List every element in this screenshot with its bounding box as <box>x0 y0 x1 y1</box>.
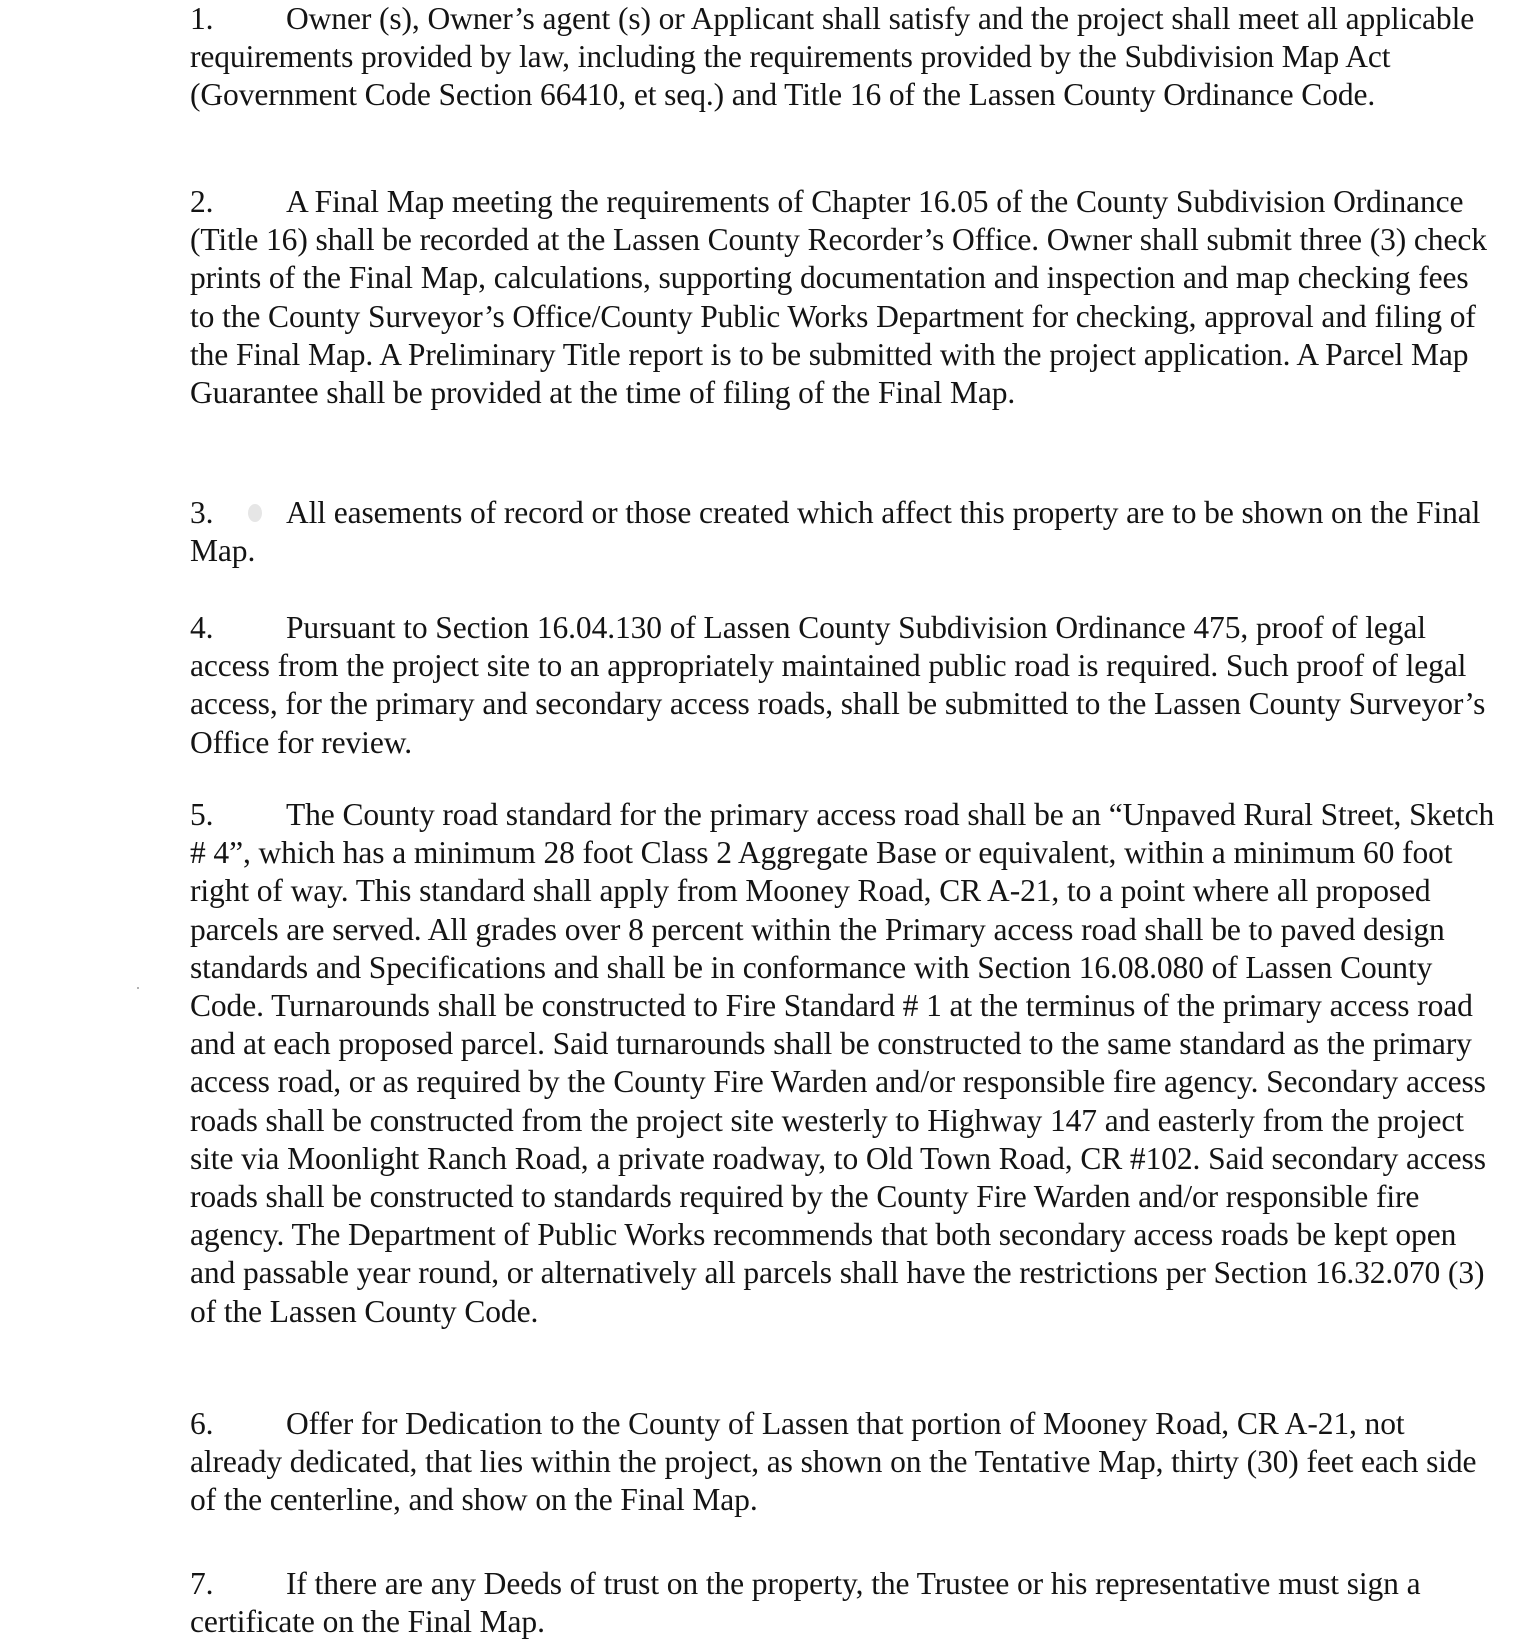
condition-number: 3. <box>190 495 214 530</box>
condition-number: 7. <box>190 1566 214 1601</box>
condition-1 <box>190 0 1500 115</box>
condition-text: All easements of record or those created which affect this property are to be shown on the Final Map. <box>190 495 1481 569</box>
condition-4 <box>190 609 1500 762</box>
condition-3 <box>190 494 1500 570</box>
scan-speck <box>248 504 262 522</box>
condition-number: 2. <box>190 184 214 219</box>
condition-number: 4. <box>190 610 214 645</box>
condition-6 <box>190 1405 1500 1520</box>
condition-number: 1. <box>190 1 214 36</box>
condition-number: 5. <box>190 797 214 832</box>
condition-text: The County road standard for the primary access road shall be an “Unpaved Rural Street, Sketch # 4”, which has a minimum 28 foot Class 2 Aggregate Base or equivalent, within a minimum 60 foot right of way. This standard shall apply from Mooney Road, CR A-21, to a point where all proposed parcels are served. All grades over 8 percent within the Primary access road shall be to paved design standards and Specifications and shall be in conformance with Section 16.08.080 of Lassen County Code. Turnarounds shall be constructed to Fire Standard # 1 at the terminus of the primary access road and at each proposed parcel. Said turnarounds shall be constructed to the same standard as the primary access road, or as required by the County Fire Warden and/or responsible fire agency. Secondary access roads shall be constructed from the project site westerly to Highway 147 and easterly from the project site via Moonlight Ranch Road, a private roadway, to Old Town Road, CR #102. Said secondary access roads shall be constructed to standards required by the County Fire Warden and/or responsible fire agency. The Department of Public Works recommends that both secondary access roads be kept open and passable year round, or alternatively all parcels shall have the restrictions per Section 16.32.070 (3) of the Lassen County Code. <box>190 797 1495 1329</box>
condition-text: Offer for Dedication to the County of Lassen that portion of Mooney Road, CR A-21, not already dedicated, that lies within the project, as shown on the Tentative Map, thirty (30) feet each side of the centerline, and show on the Final Map. <box>190 1406 1477 1518</box>
condition-7 <box>190 1565 1500 1641</box>
condition-2 <box>190 183 1500 412</box>
condition-text: If there are any Deeds of trust on the property, the Trustee or his representative must sign a certificate on the Final Map. <box>190 1566 1421 1640</box>
condition-text: A Final Map meeting the requirements of Chapter 16.05 of the County Subdivision Ordinance (Title 16) shall be recorded at the Lassen County Recorder’s Office. Owner shall submit three (3) check prints of the Final Map, calculations, supporting documentation and inspection and map checking fees to the County Surveyor’s Office/County Public Works Department for checking, approval and filing of the Final Map. A Preliminary Title report is to be submitted with the project application. A Parcel Map Guarantee shall be provided at the time of filing of the Final Map. <box>190 184 1487 411</box>
condition-number: 6. <box>190 1406 214 1441</box>
condition-text: Pursuant to Section 16.04.130 of Lassen County Subdivision Ordinance 475, proof of legal access from the project site to an appropriately maintained public road is required. Such proof of legal access, for the primary and secondary access roads, shall be submitted to the Lassen County Surveyor’s Office for review. <box>190 610 1486 760</box>
scan-dot <box>137 987 139 989</box>
condition-5 <box>190 796 1500 1331</box>
condition-text: Owner (s), Owner’s agent (s) or Applicant shall satisfy and the project shall meet all applicable requirements provided by law, including the requirements provided by the Subdivision Map Act (Government Code Section 66410, et seq.) and Title 16 of the Lassen County Ordinance Code. <box>190 1 1475 113</box>
